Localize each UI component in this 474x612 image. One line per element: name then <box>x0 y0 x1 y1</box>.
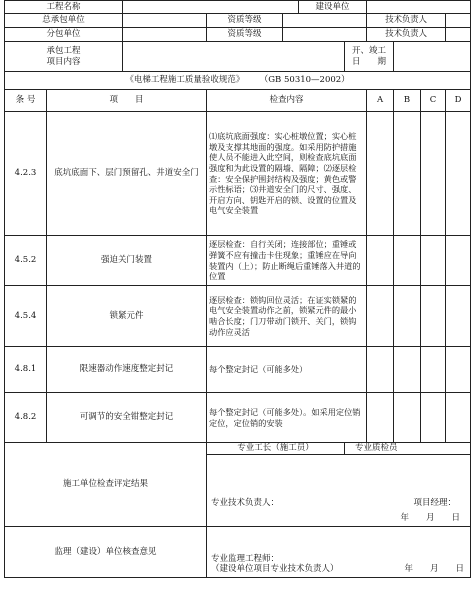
row-check-c[interactable] <box>421 347 446 393</box>
row-check-a[interactable] <box>367 236 394 286</box>
general-contractor-label: 总承包单位 <box>5 14 123 28</box>
qualification-label-2: 资质等级 <box>207 28 283 42</box>
acceptance-record-form <box>4 0 471 578</box>
subcontract-project-label-line-1: 承包工程 <box>46 45 81 56</box>
col-header-seq: 条 号 <box>5 90 47 112</box>
quality-inspector-label-text: 专业质检员 <box>355 443 398 454</box>
row-check-d[interactable] <box>446 393 471 443</box>
row-item: 强迫关门装置 <box>47 236 207 286</box>
subcontract-project-value <box>123 42 345 72</box>
row-item: 锁紧元件 <box>47 286 207 347</box>
supervisor-signature-area <box>207 527 471 578</box>
quality-worker-label: 专业工长（施工员） <box>207 443 345 455</box>
standard-code: （GB 50310—2002） <box>259 75 350 86</box>
qualification-value-1 <box>283 14 367 28</box>
quality-inspector-label <box>345 443 471 455</box>
row-check-a[interactable] <box>367 112 394 236</box>
construction-unit-value <box>367 1 471 14</box>
owner-tech-lead-label: （建设单位项目专业技术负责人） <box>211 564 339 575</box>
row-seq: 4.8.2 <box>5 393 47 443</box>
row-check-c[interactable] <box>421 112 446 236</box>
row-content: 每个整定封记（可能多处） <box>207 347 367 393</box>
row-seq: 4.5.2 <box>5 236 47 286</box>
subcontractor-value <box>123 28 207 42</box>
tech-lead-label: 专业技术负责人： <box>211 497 280 508</box>
col-header-b: B <box>394 90 421 112</box>
row-content: 每个整定封记（可能多处）。如采用定位销定位，定位销的安装 <box>207 393 367 443</box>
qualification-value-2 <box>283 28 367 42</box>
constructor-signature-area <box>207 455 471 527</box>
row-check-b[interactable] <box>394 347 421 393</box>
construction-unit-label: 建设单位 <box>299 1 367 14</box>
row-check-d[interactable] <box>446 236 471 286</box>
row-seq: 4.5.4 <box>5 286 47 347</box>
col-header-d: D <box>446 90 471 112</box>
date-line-2: 年 月 日 <box>404 564 465 575</box>
date-line-1: 年 月 日 <box>400 513 461 524</box>
standard-name: 《电梯工程施工质量验收规范》 <box>125 75 245 86</box>
row-check-b[interactable] <box>394 236 421 286</box>
row-check-c[interactable] <box>421 236 446 286</box>
row-check-c[interactable] <box>421 286 446 347</box>
row-check-b[interactable] <box>394 393 421 443</box>
start-end-date-label <box>345 42 394 72</box>
row-check-d[interactable] <box>446 286 471 347</box>
row-check-b[interactable] <box>394 112 421 236</box>
tech-lead-label-1: 技术负责人 <box>367 14 446 28</box>
supervising-engineer-label: 专业监理工程师： <box>211 553 280 564</box>
row-item: 可调节的安全钳整定封记 <box>47 393 207 443</box>
start-end-date-value <box>394 42 471 72</box>
row-check-d[interactable] <box>446 112 471 236</box>
subcontract-project-label <box>5 42 123 72</box>
row-check-a[interactable] <box>367 347 394 393</box>
col-header-item: 项 目 <box>47 90 207 112</box>
row-item: 限速器动作速度整定封记 <box>47 347 207 393</box>
row-check-c[interactable] <box>421 393 446 443</box>
project-name-label: 工程名称 <box>5 1 123 14</box>
col-header-c: C <box>421 90 446 112</box>
row-seq: 4.8.1 <box>5 347 47 393</box>
tech-lead-label-2: 技术负责人 <box>367 28 446 42</box>
start-end-date-label-line-1: 开、竣工 <box>352 45 387 56</box>
row-seq: 4.2.3 <box>5 112 47 236</box>
start-end-date-label-line-2: 日 期 <box>352 56 387 67</box>
constructor-result-label: 施工单位检查评定结果 <box>5 443 207 527</box>
project-manager-label: 项目经理： <box>413 497 457 508</box>
row-check-a[interactable] <box>367 393 394 443</box>
row-content: ⑴底坑底面强度：实心桩墩位置；实心桩墩及支撑其地面的强度。如采用防护措施使人员不能进入此空间，则检查底坑底面强度和为此设置的隔墙、隔障；⑵逐层检查：安全保护围封结构及强度；黄色或警示性标语；⑶井道安全门的尺寸、强度、开启方向、钥匙开启的锁、设置的位置及电气安全装置 <box>207 112 367 236</box>
row-check-a[interactable] <box>367 286 394 347</box>
col-header-a: A <box>367 90 394 112</box>
row-content: 逐层检查：锁钩回位灵活；在证实锁紧的电气安全装置动作之前，锁紧元件的最小啮合长度；门刀带动门锁开、关门，锁钩动作应灵活 <box>207 286 367 347</box>
row-check-b[interactable] <box>394 286 421 347</box>
row-content: 逐层检查：自行关闭；连接部位；重锤或弹簧不应有撞击卡住现象；重锤应在导向装置内（上）；防止断绳后重锤落入井道的位置 <box>207 236 367 286</box>
standard-reference <box>5 72 471 90</box>
supervisor-opinion-label: 监理（建设）单位核查意见 <box>5 527 207 578</box>
row-item: 底坑底面下、层门预留孔、井道安全门 <box>47 112 207 236</box>
tech-lead-value-2 <box>446 28 471 42</box>
project-name-value <box>123 1 299 14</box>
row-check-d[interactable] <box>446 347 471 393</box>
general-contractor-value <box>123 14 207 28</box>
tech-lead-value-1 <box>446 14 471 28</box>
subcontract-project-label-line-2: 项目内容 <box>46 56 81 67</box>
subcontractor-label: 分包单位 <box>5 28 123 42</box>
col-header-content: 检查内容 <box>207 90 367 112</box>
qualification-label-1: 资质等级 <box>207 14 283 28</box>
